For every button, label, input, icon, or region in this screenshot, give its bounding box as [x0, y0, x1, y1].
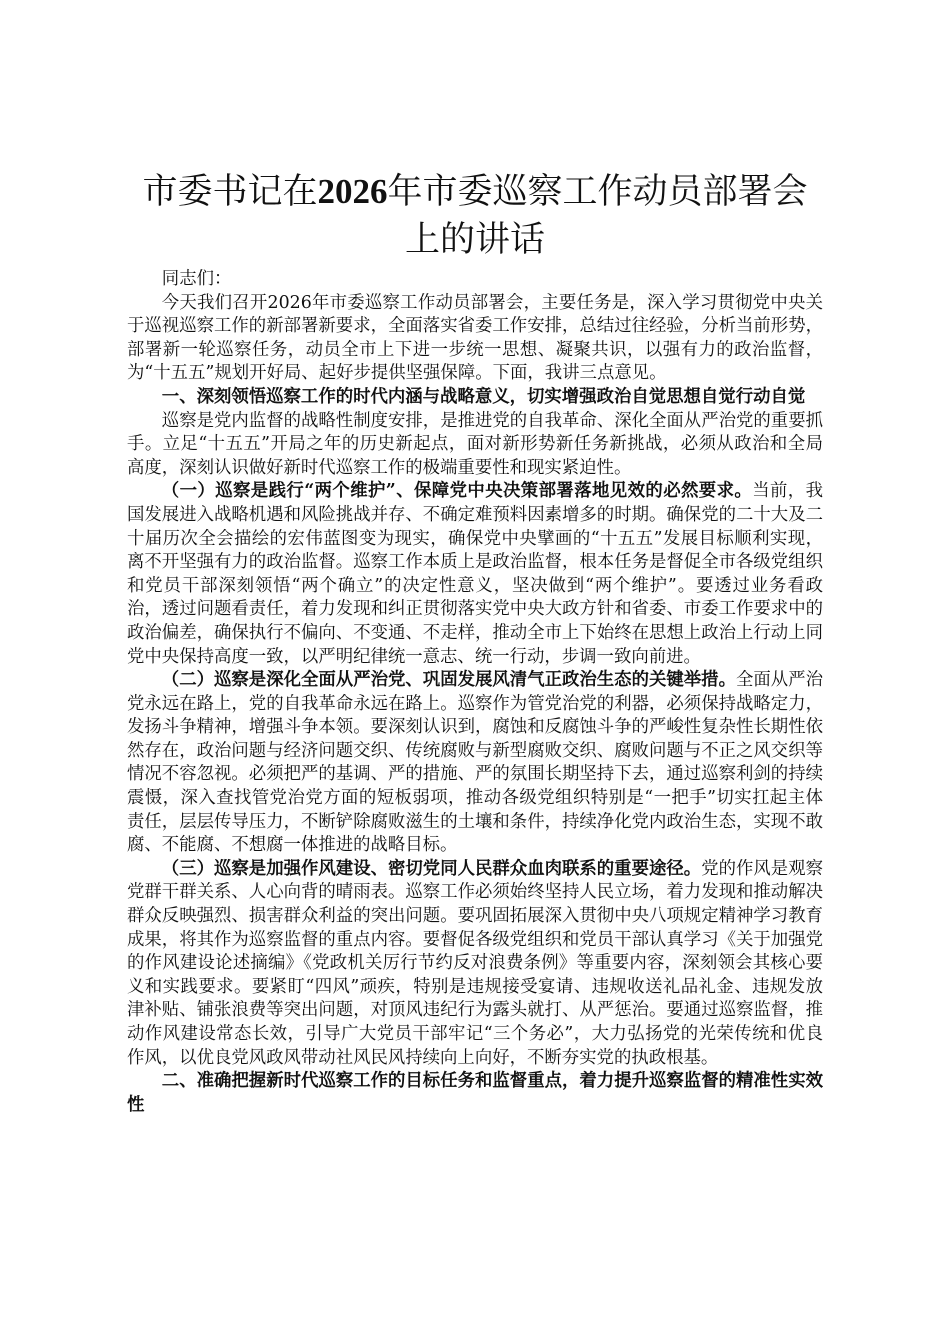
point-2-body: 全面从严治党永远在路上，党的自我革命永远在路上。巡察作为管党治党的利器，必须保持战略定力，发扬斗争精神，增强斗争本领。要深刻认识到，腐蚀和反腐蚀斗争的严峻性复杂性长期性依然存在，政治问题与经济问题交织、传统腐败与新型腐败交织、腐败问题与不正之风交织等情况不容忽视。必须把严的基调、严的措施、严的氛围长期坚持下去，通过巡察利剑的持续震慑，深入查找管党治党方面的短板弱项，推动各级党组织特别是“一把手”切实扛起主体责任，层层传导压力，不断铲除腐败滋生的土壤和条件，持续净化党内政治生态，实现不敢腐、不能腐、不想腐一体推进的战略目标。 — [127, 670, 823, 856]
point-2-lead: （二）巡察是深化全面从严治党、巩固发展风清气正政治生态的关键举措。 — [161, 670, 736, 691]
document-title — [127, 168, 823, 264]
title-year: 2026 — [317, 172, 388, 211]
title-part-2: 年市委巡察工作动员部署会上的讲话 — [387, 172, 808, 260]
point-2-paragraph — [127, 669, 823, 858]
intro-paragraph: 今天我们召开2026年市委巡察工作动员部署会，主要任务是，深入学习贯彻党中央关于巡视巡察工作的新部署新要求，全面落实省委工作安排，总结过往经验，分析当前形势，部署新一轮巡察任务，动员全市上下进一步统一思想、凝聚共识，以强有力的政治监督，为“十五五”规划开好局、起好步提供坚强保障。下面，我讲三点意见。 — [127, 292, 823, 384]
point-1-body: 当前，我国发展进入战略机遇和风险挑战并存、不确定难预料因素增多的时期。确保党的二十大及二十届历次全会描绘的宏伟蓝图变为现实，确保党中央擘画的“十五五”发展目标顺利实现，离不开坚强有力的政治监督。巡察工作本质上是政治监督，根本任务是督促全市各级党组织和党员干部深刻领悟“两个确立”的决定性意义，坚决做到“两个维护”。要透过业务看政治，透过问题看责任，着力发现和纠正贯彻落实党中央大政方针和省委、市委工作要求中的政治偏差，确保执行不偏向、不变通、不走样，推动全市上下始终在思想上政治上行动上同党中央保持高度一致，以严明纪律统一意志、统一行动，步调一致向前进。 — [127, 481, 823, 667]
point-1-lead: （一）巡察是践行“两个维护”、保障党中央决策部署落地见效的必然要求。 — [161, 481, 753, 502]
section-1-heading: 一、深刻领悟巡察工作的时代内涵与战略意义，切实增强政治自觉思想自觉行动自觉 — [161, 386, 806, 407]
salutation: 同志们： — [161, 269, 232, 289]
title-part-1: 市委书记在 — [142, 172, 318, 212]
section-2-heading: 二、准确把握新时代巡察工作的目标任务和监督重点，着力提升巡察监督的精准性实效性 — [127, 1071, 823, 1115]
point-3-lead: （三）巡察是加强作风建设、密切党同人民群众血肉联系的重要途径。 — [161, 858, 702, 879]
point-3-paragraph — [127, 858, 823, 1070]
section-1-body: 巡察是党内监督的战略性制度安排，是推进党的自我革命、深化全面从严治党的重要抓手。立足“十五五”开局之年的历史新起点，面对新形势新任务新挑战，必须从政治和全局高度，深刻认识做好新时代巡察工作的极端重要性和现实紧迫性。 — [127, 410, 823, 478]
point-3-body: 党的作风是观察党群干群关系、人心向背的晴雨表。巡察工作必须始终坚持人民立场，着力发现和推动解决群众反映强烈、损害群众利益的突出问题。要巩固拓展深入贯彻中央八项规定精神学习教育成果，将其作为巡察监督的重点内容。要督促各级党组织和党员干部认真学习《关于加强党的作风建设论述摘编》《党政机关厉行节约反对浪费条例》等重要内容，深刻领会其核心要义和实践要求。要紧盯“四风”顽疾，特别是违规接受宴请、违规收送礼品礼金、违规发放津补贴、铺张浪费等突出问题，对顶风违纪行为露头就打、从严惩治。要通过巡察监督，推动作风建设常态长效，引导广大党员干部牢记“三个务必”，大力弘扬党的光荣传统和优良作风，以优良党风政风带动社风民风持续向上向好，不断夯实党的执政根基。 — [127, 858, 823, 1068]
point-1-paragraph — [127, 480, 823, 669]
document-page — [127, 168, 823, 1117]
